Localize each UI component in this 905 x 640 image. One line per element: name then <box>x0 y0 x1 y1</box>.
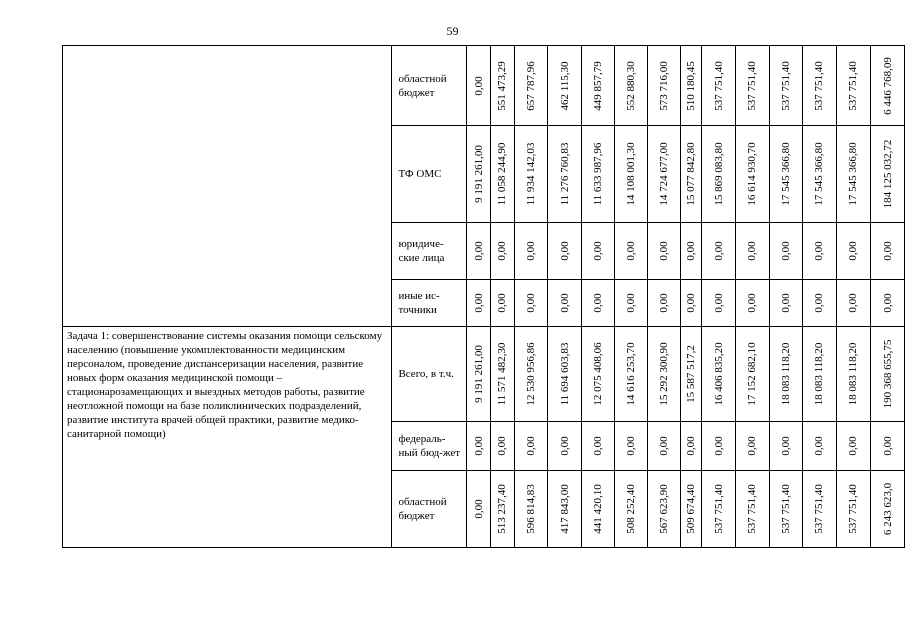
value-cell <box>871 280 905 327</box>
value-cell <box>514 327 548 422</box>
value-text: 0,00 <box>657 436 670 456</box>
funding-source-label: ТФ ОМС <box>392 126 467 223</box>
value-cell <box>615 223 648 280</box>
value-text: 0,00 <box>684 293 697 313</box>
value-cell <box>803 126 837 223</box>
value-text: 11 276 760,83 <box>558 142 571 206</box>
value-text: 18 083 118,20 <box>813 342 826 406</box>
value-cell <box>803 46 837 126</box>
value-text: 0,00 <box>712 241 725 261</box>
value-text: 0,00 <box>496 293 509 313</box>
funding-source-label: Всего, в т.ч. <box>392 327 467 422</box>
value-cell <box>490 223 514 280</box>
value-cell <box>836 223 871 280</box>
value-text: 462 115,30 <box>558 60 571 111</box>
funding-source-label: областной бюджет <box>392 471 467 548</box>
value-text: 537 751,40 <box>813 484 826 534</box>
value-cell <box>514 471 548 548</box>
value-text: 11 058 244,90 <box>496 142 509 206</box>
value-cell <box>615 422 648 471</box>
value-text: 18 083 118,20 <box>847 342 860 406</box>
value-cell <box>735 126 769 223</box>
value-text: 0,00 <box>592 293 605 313</box>
value-cell <box>702 327 736 422</box>
value-text: 11 571 482,30 <box>496 342 509 406</box>
value-text: 537 751,40 <box>779 60 792 111</box>
value-cell <box>581 471 615 548</box>
value-text: 0,00 <box>684 241 697 261</box>
value-text: 11 694 603,83 <box>558 342 571 406</box>
value-text: 0,00 <box>472 436 485 456</box>
value-cell <box>514 223 548 280</box>
value-cell <box>836 327 871 422</box>
value-text: 0,00 <box>558 436 571 456</box>
value-text: 0,00 <box>779 241 792 261</box>
value-cell <box>581 422 615 471</box>
value-text: 0,00 <box>657 293 670 313</box>
value-cell <box>648 223 681 280</box>
value-cell <box>735 280 769 327</box>
value-cell <box>467 422 491 471</box>
value-cell <box>615 471 648 548</box>
value-cell <box>648 46 681 126</box>
value-text: 0,00 <box>592 241 605 261</box>
value-cell <box>581 223 615 280</box>
value-text: 537 751,40 <box>779 484 792 534</box>
value-text: 0,00 <box>472 241 485 261</box>
value-cell <box>871 327 905 422</box>
value-cell <box>467 223 491 280</box>
value-text: 0,00 <box>847 436 860 456</box>
value-cell <box>871 422 905 471</box>
value-text: 552 880,30 <box>625 60 638 111</box>
value-cell <box>615 46 648 126</box>
value-text: 0,00 <box>472 75 485 96</box>
funding-source-label: областной бюджет <box>392 46 467 126</box>
value-cell <box>769 471 803 548</box>
value-text: 0,00 <box>558 293 571 313</box>
value-text: 537 751,40 <box>746 60 759 111</box>
value-text: 509 674,40 <box>684 484 697 534</box>
value-text: 14 724 677,00 <box>657 142 670 206</box>
value-cell <box>648 327 681 422</box>
value-cell <box>836 422 871 471</box>
value-cell <box>548 327 582 422</box>
value-text: 537 751,40 <box>813 60 826 111</box>
value-text: 0,00 <box>813 436 826 456</box>
value-cell <box>769 422 803 471</box>
value-text: 15 587 517,2 <box>684 345 697 403</box>
value-cell <box>836 46 871 126</box>
value-cell <box>803 422 837 471</box>
value-text: 537 751,40 <box>712 60 725 111</box>
value-text: 0,00 <box>881 241 894 261</box>
value-text: 6 446 768,09 <box>881 56 894 115</box>
value-text: 17 152 682,10 <box>746 342 759 406</box>
value-cell <box>702 422 736 471</box>
value-cell <box>548 471 582 548</box>
funding-table <box>62 45 905 548</box>
value-text: 0,00 <box>496 241 509 261</box>
value-cell <box>615 280 648 327</box>
value-text: 596 814,83 <box>524 484 537 534</box>
value-text: 0,00 <box>847 241 860 261</box>
value-cell <box>702 46 736 126</box>
value-cell <box>648 280 681 327</box>
value-cell <box>735 471 769 548</box>
value-cell <box>467 327 491 422</box>
value-cell <box>467 280 491 327</box>
table-row <box>63 46 905 126</box>
value-text: 537 751,40 <box>712 484 725 534</box>
value-text: 6 243 623,0 <box>881 482 894 536</box>
value-text: 17 545 366,80 <box>813 142 826 206</box>
value-text: 0,00 <box>592 436 605 456</box>
value-text: 18 083 118,20 <box>779 342 792 406</box>
value-text: 0,00 <box>712 293 725 313</box>
value-cell <box>871 223 905 280</box>
value-text: 0,00 <box>524 241 537 261</box>
value-cell <box>581 126 615 223</box>
funding-source-label: юридиче-ские лица <box>392 223 467 280</box>
value-cell <box>680 471 702 548</box>
value-cell <box>548 126 582 223</box>
value-text: 12 075 408,06 <box>592 342 605 406</box>
value-cell <box>803 327 837 422</box>
value-text: 0,00 <box>524 436 537 456</box>
value-text: 12 530 956,86 <box>524 342 537 406</box>
value-text: 190 368 655,75 <box>881 339 894 409</box>
value-text: 17 545 366,80 <box>779 142 792 206</box>
value-cell <box>514 126 548 223</box>
value-cell <box>615 126 648 223</box>
value-cell <box>490 46 514 126</box>
value-cell <box>680 422 702 471</box>
value-cell <box>836 280 871 327</box>
value-text: 0,00 <box>746 293 759 313</box>
table-row <box>63 327 905 422</box>
value-text: 0,00 <box>472 293 485 313</box>
value-cell <box>514 422 548 471</box>
value-cell <box>871 471 905 548</box>
value-cell <box>490 280 514 327</box>
value-cell <box>702 280 736 327</box>
value-cell <box>514 46 548 126</box>
value-cell <box>514 280 548 327</box>
value-text: 184 125 032,72 <box>881 139 894 209</box>
value-text: 537 751,40 <box>746 484 759 534</box>
value-text: 0,00 <box>813 293 826 313</box>
value-cell <box>548 280 582 327</box>
value-cell <box>467 471 491 548</box>
value-text: 15 292 300,90 <box>657 342 670 406</box>
value-cell <box>769 126 803 223</box>
value-text: 0,00 <box>746 241 759 261</box>
value-text: 573 716,00 <box>657 60 670 111</box>
funding-source-label: иные ис-точники <box>392 280 467 327</box>
value-cell <box>871 126 905 223</box>
value-text: 513 237,40 <box>496 484 509 534</box>
value-text: 16 406 835,20 <box>712 342 725 406</box>
value-text: 0,00 <box>657 241 670 261</box>
value-text: 0,00 <box>712 436 725 456</box>
value-text: 0,00 <box>684 436 697 456</box>
value-cell <box>581 46 615 126</box>
value-text: 0,00 <box>746 436 759 456</box>
value-cell <box>871 46 905 126</box>
value-cell <box>702 126 736 223</box>
value-text: 14 108 001,30 <box>625 142 638 206</box>
value-cell <box>735 223 769 280</box>
value-text: 16 614 930,70 <box>746 142 759 206</box>
value-cell <box>548 46 582 126</box>
value-cell <box>702 471 736 548</box>
value-cell <box>548 422 582 471</box>
value-cell <box>680 280 702 327</box>
value-cell <box>648 471 681 548</box>
value-text: 0,00 <box>496 436 509 456</box>
value-cell <box>680 327 702 422</box>
blank-description-cell <box>63 46 392 327</box>
value-text: 9 191 261,00 <box>472 145 485 203</box>
value-cell <box>702 223 736 280</box>
value-cell <box>490 471 514 548</box>
value-cell <box>490 126 514 223</box>
value-text: 0,00 <box>524 293 537 313</box>
value-text: 11 934 142,03 <box>524 142 537 206</box>
value-cell <box>615 327 648 422</box>
value-text: 0,00 <box>625 293 638 313</box>
value-text: 567 623,90 <box>657 484 670 534</box>
value-cell <box>490 422 514 471</box>
value-cell <box>581 327 615 422</box>
value-text: 657 787,96 <box>524 60 537 111</box>
value-text: 0,00 <box>779 436 792 456</box>
value-text: 537 751,40 <box>847 60 860 111</box>
value-cell <box>836 471 871 548</box>
value-text: 14 616 253,70 <box>625 342 638 406</box>
value-text: 537 751,40 <box>847 484 860 534</box>
value-text: 17 545 366,80 <box>847 142 860 206</box>
value-cell <box>680 223 702 280</box>
value-cell <box>467 46 491 126</box>
value-text: 0,00 <box>813 241 826 261</box>
funding-source-label: федераль-ный бюд-жет <box>392 422 467 471</box>
value-cell <box>836 126 871 223</box>
value-cell <box>548 223 582 280</box>
value-cell <box>581 280 615 327</box>
value-cell <box>803 471 837 548</box>
value-cell <box>467 126 491 223</box>
value-text: 551 473,29 <box>496 60 509 111</box>
value-cell <box>648 422 681 471</box>
value-cell <box>680 46 702 126</box>
value-text: 441 420,10 <box>592 484 605 534</box>
value-cell <box>735 46 769 126</box>
value-cell <box>769 223 803 280</box>
task-description-cell: Задача 1: совершенствование системы оказания помощи сельскому населению (повышение укомплектованности медицинским персоналом, проведение диспансеризации населения, развитие новых форм оказания медицинской помощи – стационарозамещающих и выездных методов работы, развитие неотложной помощи на базе поликлинических подразделений, развитие института врачей общей практики, развитие медико-санитарной помощи) <box>63 327 392 548</box>
value-text: 0,00 <box>625 436 638 456</box>
value-text: 9 191 261,00 <box>472 345 485 403</box>
value-text: 508 252,40 <box>625 484 638 534</box>
value-text: 0,00 <box>779 293 792 313</box>
value-cell <box>490 327 514 422</box>
value-cell <box>769 280 803 327</box>
value-cell <box>803 223 837 280</box>
value-text: 11 633 987,96 <box>592 142 605 206</box>
value-text: 15 869 083,80 <box>712 142 725 206</box>
value-text: 417 843,00 <box>558 484 571 534</box>
value-text: 510 180,45 <box>684 60 697 111</box>
value-text: 0,00 <box>881 293 894 313</box>
value-cell <box>769 327 803 422</box>
value-cell <box>648 126 681 223</box>
value-cell <box>769 46 803 126</box>
value-cell <box>680 126 702 223</box>
page-number: 59 <box>446 24 459 38</box>
value-text: 15 077 842,80 <box>684 142 697 206</box>
value-text: 0,00 <box>558 241 571 261</box>
value-cell <box>803 280 837 327</box>
value-text: 0,00 <box>625 241 638 261</box>
value-text: 0,00 <box>472 499 485 519</box>
value-cell <box>735 327 769 422</box>
value-text: 0,00 <box>881 436 894 456</box>
value-text: 0,00 <box>847 293 860 313</box>
value-text: 449 857,79 <box>592 60 605 111</box>
value-cell <box>735 422 769 471</box>
